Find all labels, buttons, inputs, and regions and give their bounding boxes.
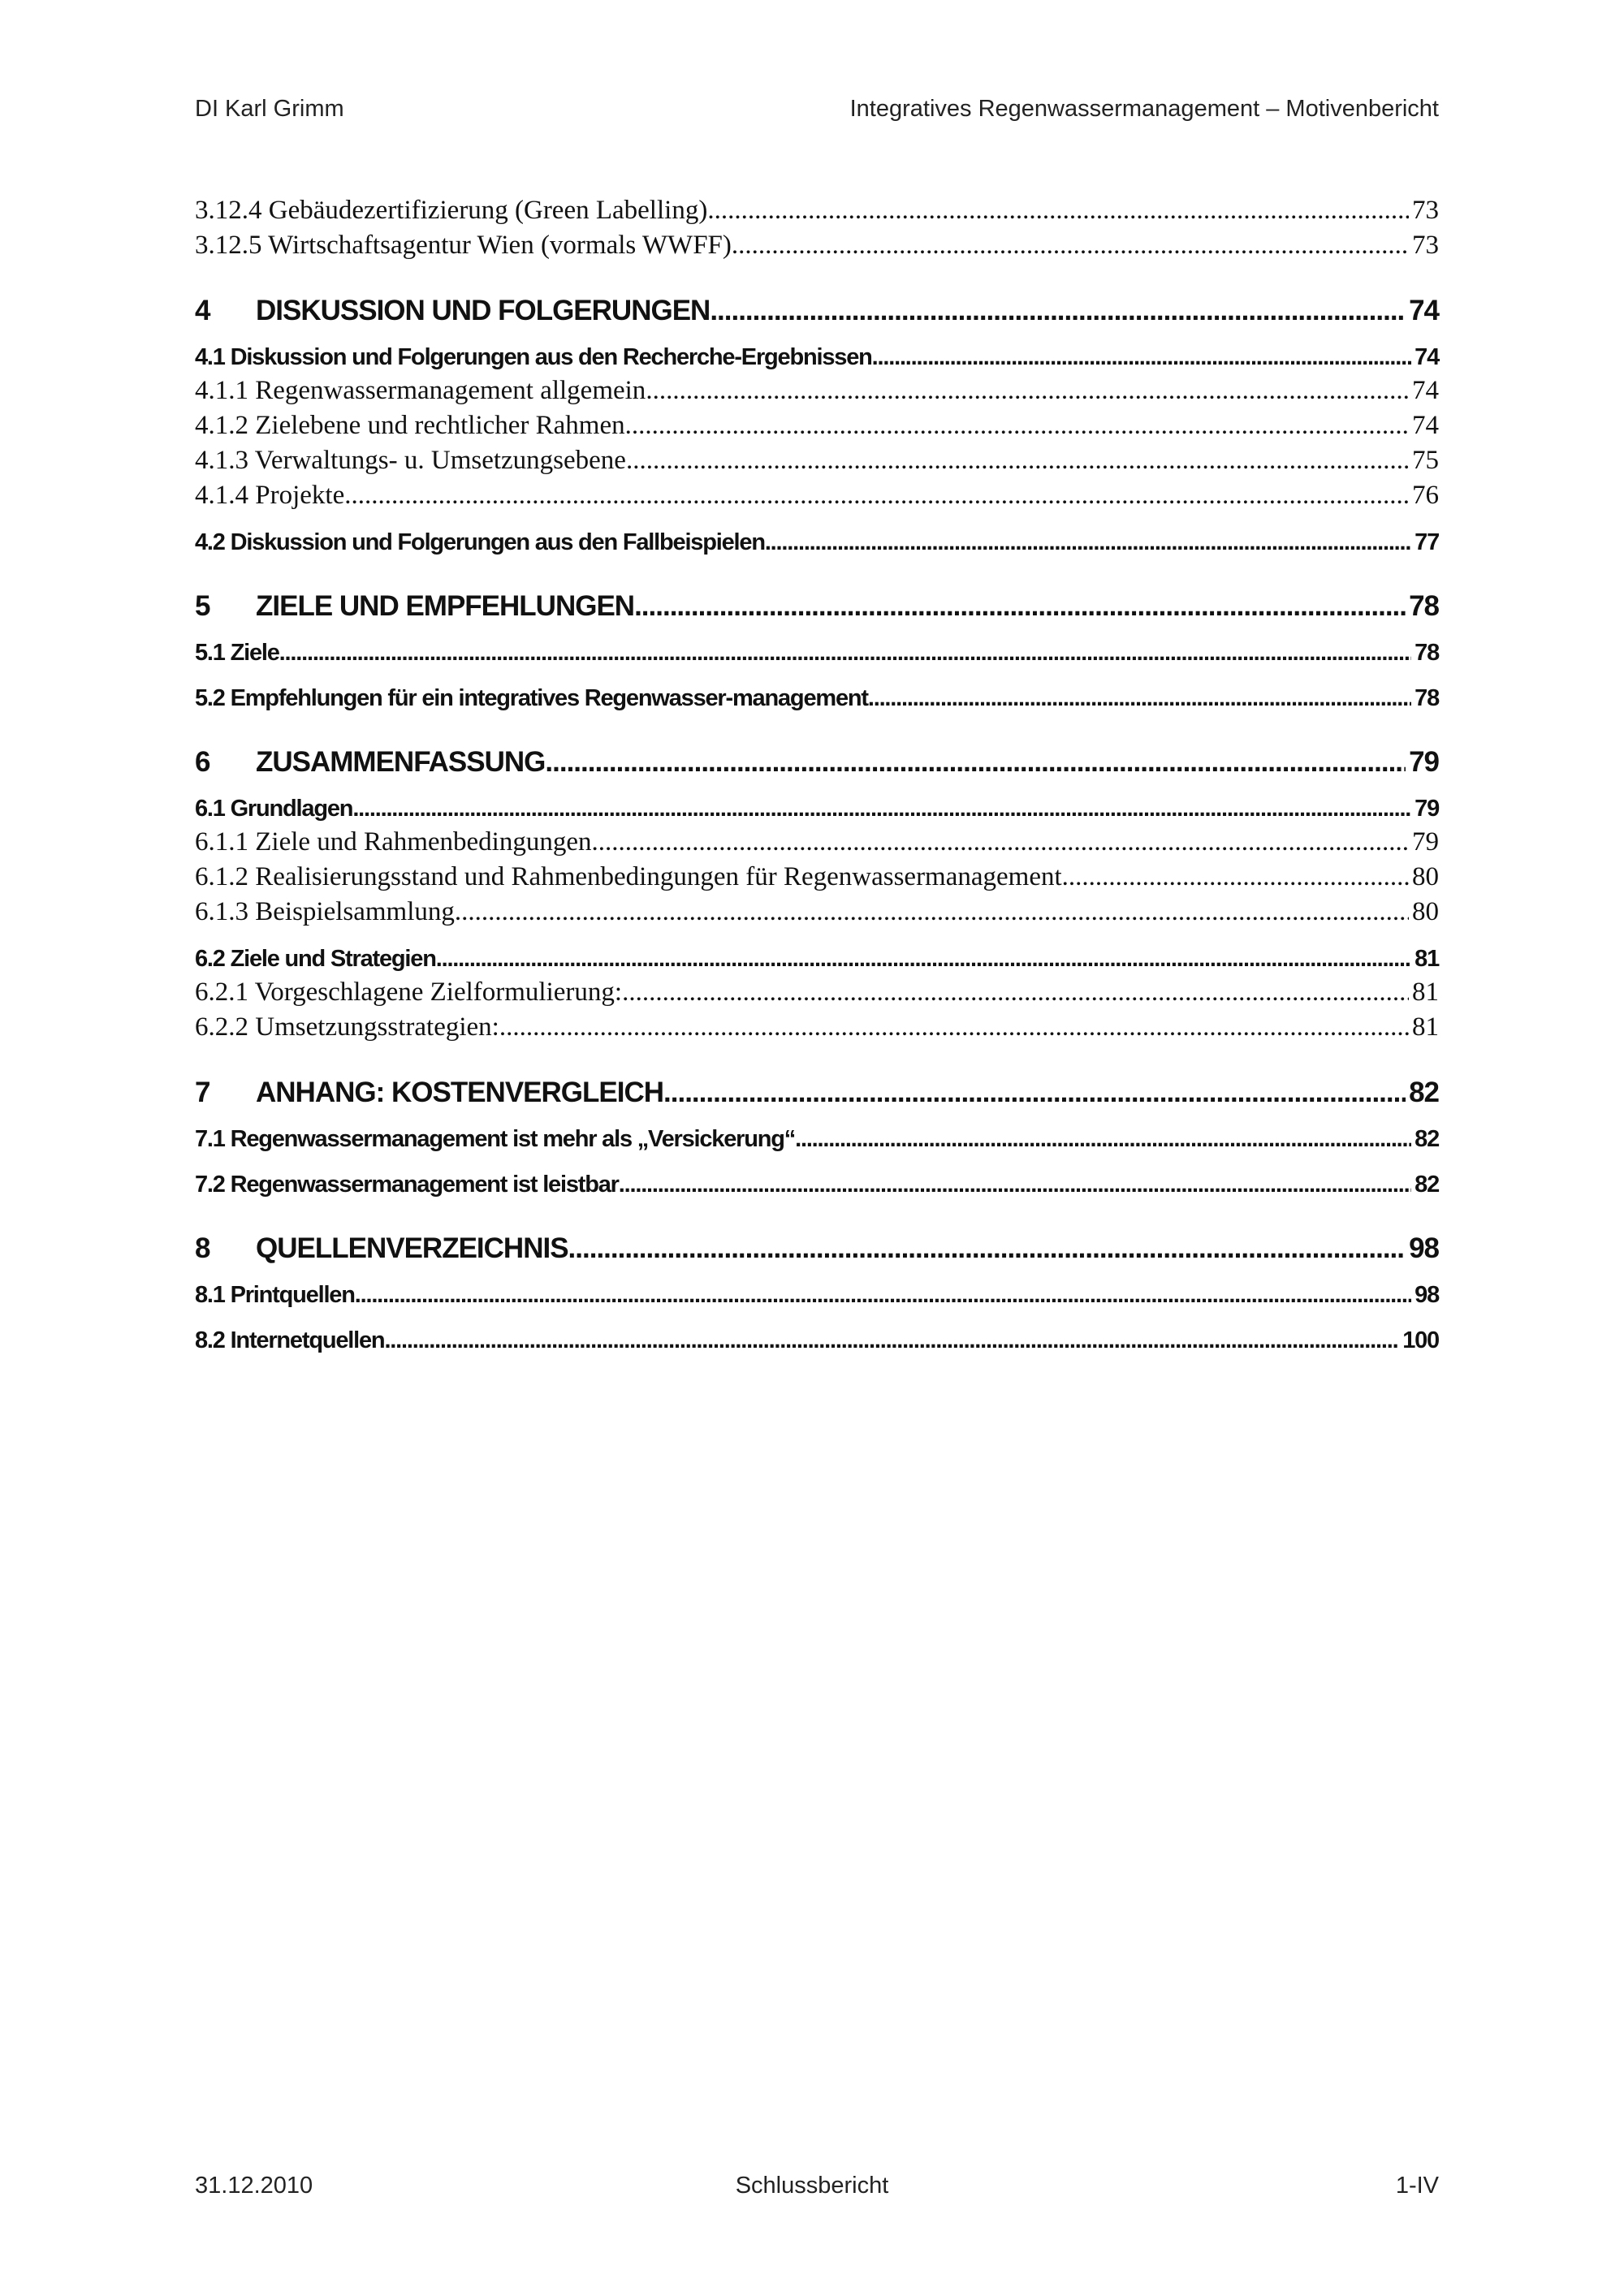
toc-page-number: 75: [1412, 446, 1439, 475]
toc-page-number: 78: [1409, 590, 1439, 622]
toc-entry-level-2[interactable]: [195, 341, 1439, 373]
toc-entry-label: 6.1.3 Beispielsammlung: [195, 897, 455, 926]
toc-entry-level-2[interactable]: [195, 526, 1439, 559]
toc-dot-leader: [707, 193, 1409, 228]
toc-dot-leader: [634, 589, 1406, 624]
toc-entry-label: 5.1 Ziele: [195, 640, 279, 666]
toc-page-number: 80: [1412, 862, 1439, 891]
toc-entry-label: 4.1.2 Zielebene und rechtlicher Rahmen: [195, 411, 625, 440]
toc-page-number: 82: [1415, 1172, 1439, 1198]
footer-page-number: 1-IV: [1395, 2173, 1439, 2199]
toc-dot-leader: [591, 825, 1409, 860]
toc-entry-label: ANHANG: KOSTENVERGLEICH: [256, 1077, 664, 1108]
toc-entry-label: 4.2 Diskussion und Folgerungen aus den Fallbeispielen: [195, 529, 765, 555]
toc-entry-level-3[interactable]: [195, 860, 1439, 895]
toc-dot-leader: [279, 637, 1411, 669]
toc-dot-leader: [646, 373, 1409, 408]
toc-dot-leader: [455, 895, 1409, 930]
toc-entry-level-1[interactable]: [195, 589, 1439, 624]
toc-dot-leader: [732, 228, 1409, 263]
toc-dot-leader: [872, 341, 1411, 373]
toc-entry-label: 6.2.2 Umsetzungsstrategien:: [195, 1012, 499, 1042]
toc-dot-leader: [1062, 860, 1409, 895]
toc-entry-label: 5.2 Empfehlungen für ein integratives Regenwasser-management: [195, 685, 868, 711]
toc-entry-level-1[interactable]: [195, 745, 1439, 779]
toc-entry-level-2[interactable]: [195, 792, 1439, 825]
toc-entry-level-3[interactable]: [195, 193, 1439, 228]
toc-entry-label: 4.1.1 Regenwassermanagement allgemein: [195, 376, 646, 405]
toc-entry-label: 4.1.4 Projekte: [195, 481, 345, 510]
toc-page-number: 82: [1415, 1126, 1439, 1152]
toc-chapter-number: 5: [195, 590, 210, 622]
toc-page-number: 80: [1412, 897, 1439, 926]
toc-entry-level-3[interactable]: [195, 895, 1439, 930]
toc-dot-leader: [625, 408, 1409, 443]
toc-page-number: 81: [1415, 946, 1439, 972]
toc-entry-label: ZUSAMMENFASSUNG: [256, 746, 546, 778]
toc-chapter-number: 7: [195, 1077, 210, 1108]
toc-page-number: 98: [1415, 1282, 1439, 1308]
table-of-contents: [195, 193, 1439, 1357]
toc-entry-label: QUELLENVERZEICHNIS: [256, 1232, 568, 1264]
footer-report-type: Schlussbericht: [735, 2173, 889, 2199]
toc-page-number: 81: [1412, 1012, 1439, 1042]
toc-chapter-number: 4: [195, 295, 210, 326]
toc-entry-label: 4.1 Diskussion und Folgerungen aus den Recherche-Ergebnissen: [195, 344, 872, 370]
toc-entry-level-1[interactable]: [195, 1076, 1439, 1110]
toc-entry-level-2[interactable]: [195, 682, 1439, 714]
toc-dot-leader: [568, 1232, 1406, 1266]
header-title: Integratives Regenwassermanagement – Motivenbericht: [849, 96, 1439, 122]
toc-dot-leader: [663, 1076, 1406, 1110]
toc-page-number: 98: [1409, 1232, 1439, 1264]
toc-page-number: 79: [1412, 827, 1439, 857]
toc-entry-label: 6.1.2 Realisierungsstand und Rahmenbedingungen für Regenwassermanagement: [195, 862, 1062, 891]
toc-dot-leader: [545, 745, 1406, 779]
toc-chapter-number: 6: [195, 746, 210, 778]
toc-page-number: 74: [1412, 376, 1439, 405]
toc-entry-label: 7.2 Regenwassermanagement ist leistbar: [195, 1172, 619, 1198]
toc-page-number: 100: [1402, 1327, 1439, 1353]
toc-entry-label: 6.2 Ziele und Strategien: [195, 946, 436, 972]
toc-page-number: 73: [1412, 231, 1439, 260]
toc-entry-label: 8.1 Printquellen: [195, 1282, 355, 1308]
toc-dot-leader: [765, 526, 1411, 559]
toc-page-number: 78: [1415, 640, 1439, 666]
toc-page-number: 76: [1412, 481, 1439, 510]
toc-page-number: 78: [1415, 685, 1439, 711]
toc-entry-level-3[interactable]: [195, 443, 1439, 478]
toc-dot-leader: [626, 443, 1409, 478]
toc-entry-level-3[interactable]: [195, 1010, 1439, 1045]
toc-entry-level-3[interactable]: [195, 228, 1439, 263]
toc-dot-leader: [436, 943, 1411, 975]
toc-entry-level-2[interactable]: [195, 1123, 1439, 1155]
toc-entry-level-3[interactable]: [195, 373, 1439, 408]
toc-dot-leader: [384, 1324, 1399, 1357]
toc-page-number: 82: [1409, 1077, 1439, 1108]
toc-dot-leader: [795, 1123, 1411, 1155]
toc-page-number: 74: [1415, 344, 1439, 370]
toc-entry-label: 8.2 Internetquellen: [195, 1327, 385, 1353]
toc-page-number: 74: [1409, 295, 1439, 326]
toc-dot-leader: [344, 478, 1409, 513]
toc-dot-leader: [499, 1010, 1409, 1045]
toc-dot-leader: [868, 682, 1411, 714]
toc-entry-level-3[interactable]: [195, 825, 1439, 860]
toc-entry-label: 3.12.4 Gebäudezertifizierung (Green Labelling): [195, 196, 708, 225]
toc-entry-level-1[interactable]: [195, 1232, 1439, 1266]
toc-entry-label: DISKUSSION UND FOLGERUNGEN: [256, 295, 710, 326]
toc-dot-leader: [619, 1168, 1411, 1201]
toc-entry-level-2[interactable]: [195, 943, 1439, 975]
toc-chapter-number: 8: [195, 1232, 210, 1264]
toc-entry-level-2[interactable]: [195, 1168, 1439, 1201]
toc-page-number: 79: [1409, 746, 1439, 778]
toc-entry-label: 7.1 Regenwassermanagement ist mehr als „Versickerung“: [195, 1126, 796, 1152]
toc-page-number: 79: [1415, 796, 1439, 822]
footer-date: 31.12.2010: [195, 2173, 313, 2199]
toc-entry-level-1[interactable]: [195, 294, 1439, 328]
toc-page-number: 81: [1412, 978, 1439, 1007]
toc-entry-level-2[interactable]: [195, 1279, 1439, 1311]
toc-entry-label: 6.1.1 Ziele und Rahmenbedingungen: [195, 827, 592, 857]
toc-entry-label: ZIELE UND EMPFEHLUNGEN: [256, 590, 635, 622]
toc-entry-level-3[interactable]: [195, 478, 1439, 513]
toc-entry-label: 6.2.1 Vorgeschlagene Zielformulierung:: [195, 978, 623, 1007]
toc-entry-label: 6.1 Grundlagen: [195, 796, 353, 822]
toc-dot-leader: [622, 975, 1409, 1010]
toc-page-number: 77: [1415, 529, 1439, 555]
toc-dot-leader: [352, 792, 1411, 825]
toc-page-number: 74: [1412, 411, 1439, 440]
toc-entry-label: 4.1.3 Verwaltungs- u. Umsetzungsebene: [195, 446, 626, 475]
toc-dot-leader: [710, 294, 1406, 328]
toc-entry-label: 3.12.5 Wirtschaftsagentur Wien (vormals WWFF): [195, 231, 732, 260]
toc-entry-level-3[interactable]: [195, 408, 1439, 443]
toc-page-number: 73: [1412, 196, 1439, 225]
toc-entry-level-3[interactable]: [195, 975, 1439, 1010]
header-author: DI Karl Grimm: [195, 96, 344, 122]
toc-dot-leader: [355, 1279, 1411, 1311]
toc-entry-level-2[interactable]: [195, 637, 1439, 669]
toc-entry-level-2[interactable]: [195, 1324, 1439, 1357]
